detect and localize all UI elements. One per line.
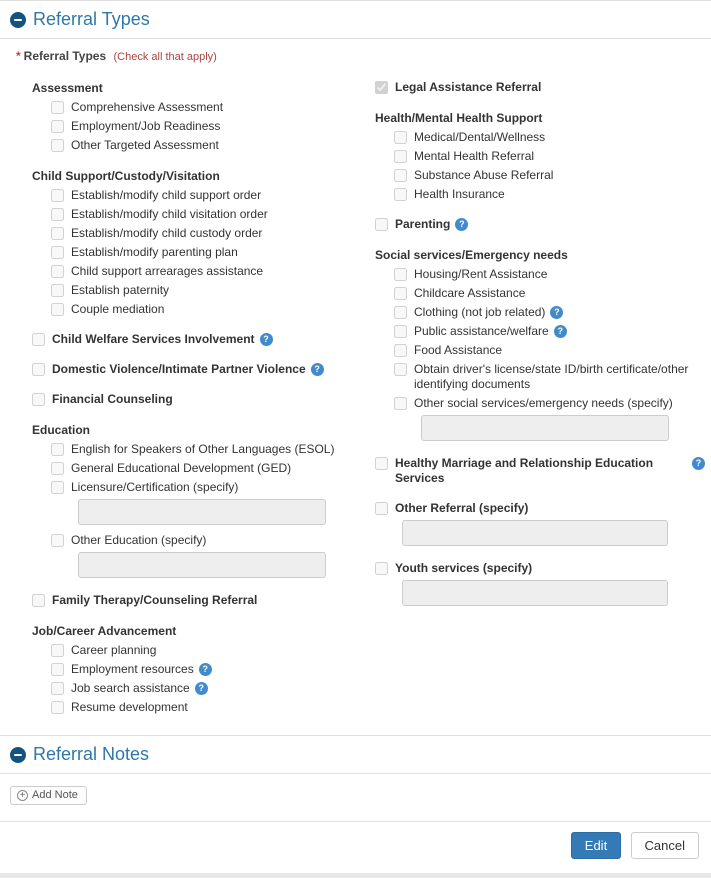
checkbox-row-domestic-violence-intimate-partner-violence[interactable]: [32, 362, 375, 377]
checkbox-item: [51, 245, 375, 260]
checkbox-item: [51, 264, 375, 279]
checkbox-public-assistance-welfare[interactable]: [394, 325, 407, 338]
specify-input-other-social-services-emergency-needs-specify[interactable]: [421, 415, 669, 441]
group-heading-job-career-advancement: Job/Career Advancement: [32, 624, 177, 638]
checkbox-establish-paternity[interactable]: [51, 284, 64, 297]
checkbox-item: [394, 286, 705, 301]
checkbox-label: Food Assistance: [414, 343, 503, 357]
help-question-icon[interactable]: ?: [260, 333, 273, 346]
collapse-minus-icon[interactable]: [10, 747, 26, 763]
checkbox-item: [51, 700, 375, 715]
checkbox-other-social-services-emergency-needs-specify[interactable]: [394, 397, 407, 410]
checkbox-label: Parenting: [395, 217, 451, 231]
checkbox-item: [51, 226, 375, 241]
group-heading-child-support-custody-visitation: Child Support/Custody/Visitation: [32, 169, 220, 183]
checkbox-row-establish-paternity[interactable]: [51, 283, 375, 298]
plus-circle-icon: +: [17, 790, 28, 801]
group-heading-assessment: Assessment: [32, 81, 103, 95]
checkbox-columns: [0, 63, 711, 735]
checkbox-item: [375, 217, 705, 232]
checkbox-row-childcare-assistance[interactable]: [394, 286, 705, 301]
checkbox-label: Child Welfare Services Involvement: [52, 332, 255, 346]
checkbox-clothing-not-job-related[interactable]: [394, 306, 407, 319]
checkbox-item: [51, 100, 375, 115]
checkbox-label: Child support arrearages assistance: [71, 264, 264, 278]
checkbox-financial-counseling[interactable]: [32, 393, 45, 406]
specify-input-licensure-certification-specify[interactable]: [78, 499, 326, 525]
checkbox-label: Job search assistance: [71, 681, 190, 695]
checkbox-label: Childcare Assistance: [414, 286, 526, 300]
checkbox-general-educational-development-ged[interactable]: [51, 462, 64, 475]
specify-input-other-referral-specify[interactable]: [402, 520, 668, 546]
checkbox-establish-modify-child-support-order[interactable]: [51, 189, 64, 202]
referral-types-section-header[interactable]: [0, 1, 711, 38]
group-heading-social-services-emergency-needs: Social services/Emergency needs: [375, 248, 568, 262]
checkbox-job-search-assistance[interactable]: [51, 682, 64, 695]
checkbox-item: [51, 662, 375, 677]
referral-notes-body: [0, 774, 711, 821]
checkbox-row-job-search-assistance[interactable]: [51, 681, 375, 696]
checkbox-label: Couple mediation: [71, 302, 165, 316]
checkbox-column-left: [32, 65, 375, 719]
checkbox-column-right: [375, 65, 705, 719]
checkbox-item: [51, 681, 375, 696]
checkbox-medical-dental-wellness[interactable]: [394, 131, 407, 144]
referral-notes-section-header[interactable]: [0, 736, 711, 773]
checkbox-label: Domestic Violence/Intimate Partner Violence: [52, 362, 306, 376]
checkbox-item: [51, 119, 375, 134]
field-hint: (Check all that apply): [113, 51, 217, 63]
checkbox-item: [394, 168, 705, 183]
checkbox-row-other-education-specify[interactable]: [51, 533, 375, 548]
checkbox-item: [394, 396, 705, 441]
checkbox-label: Legal Assistance Referral: [395, 80, 542, 94]
checkbox-row-english-for-speakers-of-other-languages-esol[interactable]: [51, 442, 375, 457]
checkbox-english-for-speakers-of-other-languages-esol[interactable]: [51, 443, 64, 456]
checkbox-item: [51, 533, 375, 578]
checkbox-item: [394, 305, 705, 320]
checkbox-item: [51, 207, 375, 222]
specify-input-other-education-specify[interactable]: [78, 552, 326, 578]
checkbox-row-employment-job-readiness[interactable]: [51, 119, 375, 134]
checkbox-item: [375, 501, 705, 546]
checkbox-career-planning[interactable]: [51, 644, 64, 657]
checkbox-legal-assistance-referral[interactable]: [375, 81, 388, 94]
checkbox-item: [32, 362, 375, 377]
help-question-icon[interactable]: ?: [692, 457, 705, 470]
checkbox-substance-abuse-referral[interactable]: [394, 169, 407, 182]
checkbox-item: [394, 267, 705, 282]
checkbox-row-financial-counseling[interactable]: [32, 392, 375, 407]
checkbox-item: [51, 643, 375, 658]
help-question-icon[interactable]: ?: [455, 218, 468, 231]
checkbox-label: Employment resources: [71, 662, 194, 676]
checkbox-youth-services-specify[interactable]: [375, 562, 388, 575]
checkbox-other-education-specify[interactable]: [51, 534, 64, 547]
checkbox-item: [51, 283, 375, 298]
checkbox-item: [51, 302, 375, 317]
checkbox-row-health-insurance[interactable]: [394, 187, 705, 202]
header-divider: [0, 38, 711, 39]
checkbox-row-healthy-marriage-and-relationship-education-services[interactable]: [375, 456, 705, 486]
group-heading-health-mental-health-support: Health/Mental Health Support: [375, 111, 543, 125]
help-question-icon[interactable]: ?: [199, 663, 212, 676]
checkbox-item: [32, 332, 375, 347]
checkbox-label: Other Referral (specify): [395, 501, 529, 515]
checkbox-establish-modify-child-custody-order[interactable]: [51, 227, 64, 240]
checkbox-row-public-assistance-welfare[interactable]: [394, 324, 705, 339]
checkbox-comprehensive-assessment[interactable]: [51, 101, 64, 114]
checkbox-label: Resume development: [71, 700, 188, 714]
checkbox-row-career-planning[interactable]: [51, 643, 375, 658]
checkbox-item: [394, 343, 705, 358]
checkbox-row-legal-assistance-referral[interactable]: [375, 80, 705, 95]
specify-input-youth-services-specify[interactable]: [402, 580, 668, 606]
checkbox-item: [394, 187, 705, 202]
checkbox-row-clothing-not-job-related[interactable]: [394, 305, 705, 320]
group-heading-education: Education: [32, 423, 91, 437]
checkbox-resume-development[interactable]: [51, 701, 64, 714]
checkbox-row-food-assistance[interactable]: [394, 343, 705, 358]
checkbox-item: [51, 442, 375, 457]
checkbox-food-assistance[interactable]: [394, 344, 407, 357]
checkbox-row-obtain-driver-s-license-state-id-birth-certificate-other-ide[interactable]: [394, 362, 705, 392]
checkbox-employment-job-readiness[interactable]: [51, 120, 64, 133]
help-question-icon[interactable]: ?: [550, 306, 563, 319]
checkbox-child-welfare-services-involvement[interactable]: [32, 333, 45, 346]
checkbox-item: [51, 461, 375, 476]
checkbox-row-substance-abuse-referral[interactable]: [394, 168, 705, 183]
checkbox-row-other-referral-specify[interactable]: [375, 501, 705, 516]
checkbox-label: Other Education (specify): [71, 533, 207, 547]
field-label: Referral Types: [23, 49, 107, 63]
help-question-icon[interactable]: ?: [195, 682, 208, 695]
checkbox-label: Financial Counseling: [52, 392, 173, 406]
checkbox-label: Mental Health Referral: [414, 149, 535, 163]
add-note-label: Add Note: [32, 789, 78, 801]
checkbox-row-establish-modify-child-custody-order[interactable]: [51, 226, 375, 241]
checkbox-healthy-marriage-and-relationship-education-services[interactable]: [375, 457, 388, 470]
checkbox-label: Family Therapy/Counseling Referral: [52, 593, 258, 607]
checkbox-other-referral-specify[interactable]: [375, 502, 388, 515]
checkbox-item: [394, 149, 705, 164]
checkbox-item: [375, 561, 705, 606]
checkbox-childcare-assistance[interactable]: [394, 287, 407, 300]
help-question-icon[interactable]: ?: [311, 363, 324, 376]
checkbox-row-establish-modify-child-visitation-order[interactable]: [51, 207, 375, 222]
minus-bar: [14, 19, 22, 21]
add-note-button[interactable]: [10, 786, 87, 805]
checkbox-label: Public assistance/welfare: [414, 324, 549, 338]
checkbox-row-resume-development[interactable]: [51, 700, 375, 715]
checkbox-other-targeted-assessment[interactable]: [51, 139, 64, 152]
checkbox-row-youth-services-specify[interactable]: [375, 561, 705, 576]
edit-button[interactable]: Edit: [571, 832, 621, 859]
checkbox-row-establish-modify-child-support-order[interactable]: [51, 188, 375, 203]
checkbox-establish-modify-child-visitation-order[interactable]: [51, 208, 64, 221]
checkbox-label: Health Insurance: [414, 187, 505, 201]
checkbox-family-therapy-counseling-referral[interactable]: [32, 594, 45, 607]
checkbox-label: Healthy Marriage and Relationship Education Services: [395, 456, 654, 485]
checkbox-row-parenting[interactable]: [375, 217, 705, 232]
checkbox-item: [394, 362, 705, 392]
checkbox-row-employment-resources[interactable]: [51, 662, 375, 677]
checkbox-row-couple-mediation[interactable]: [51, 302, 375, 317]
checkbox-item: [51, 480, 375, 525]
checkbox-item: [32, 593, 375, 608]
checkbox-label: Career planning: [71, 643, 157, 657]
checkbox-label: Establish/modify parenting plan: [71, 245, 238, 259]
checkbox-item: [375, 456, 705, 486]
checkbox-row-family-therapy-counseling-referral[interactable]: [32, 593, 375, 608]
checkbox-label: Clothing (not job related): [414, 305, 546, 319]
field-label-row: [16, 49, 711, 63]
checkbox-row-general-educational-development-ged[interactable]: [51, 461, 375, 476]
checkbox-housing-rent-assistance[interactable]: [394, 268, 407, 281]
checkbox-label: Licensure/Certification (specify): [71, 480, 239, 494]
checkbox-licensure-certification-specify[interactable]: [51, 481, 64, 494]
referral-types-title: Referral Types: [33, 9, 150, 29]
checkbox-item: [51, 138, 375, 153]
collapse-minus-icon[interactable]: [10, 12, 26, 28]
referral-notes-title: Referral Notes: [33, 744, 150, 764]
minus-bar: [14, 754, 22, 756]
checkbox-label: Employment/Job Readiness: [71, 119, 221, 133]
cancel-button[interactable]: Cancel: [631, 832, 699, 859]
checkbox-obtain-driver-s-license-state-id-birth-certificate-other-ide[interactable]: [394, 363, 407, 376]
checkbox-row-child-welfare-services-involvement[interactable]: [32, 332, 375, 347]
footer-actions: [0, 822, 711, 873]
checkbox-item: [51, 188, 375, 203]
checkbox-item: [394, 130, 705, 145]
checkbox-label: Other Targeted Assessment: [71, 138, 219, 152]
checkbox-item: [394, 324, 705, 339]
checkbox-establish-modify-parenting-plan[interactable]: [51, 246, 64, 259]
help-question-icon[interactable]: ?: [554, 325, 567, 338]
checkbox-mental-health-referral[interactable]: [394, 150, 407, 163]
checkbox-label: General Educational Development (GED): [71, 461, 292, 475]
checkbox-row-licensure-certification-specify[interactable]: [51, 480, 375, 495]
checkbox-row-other-targeted-assessment[interactable]: [51, 138, 375, 153]
checkbox-child-support-arrearages-assistance[interactable]: [51, 265, 64, 278]
checkbox-label: Substance Abuse Referral: [414, 168, 554, 182]
checkbox-row-child-support-arrearages-assistance[interactable]: [51, 264, 375, 279]
checkbox-item: [32, 392, 375, 407]
checkbox-health-insurance[interactable]: [394, 188, 407, 201]
checkbox-label: Establish/modify child support order: [71, 188, 262, 202]
checkbox-label: Medical/Dental/Wellness: [414, 130, 546, 144]
checkbox-row-medical-dental-wellness[interactable]: [394, 130, 705, 145]
checkbox-employment-resources[interactable]: [51, 663, 64, 676]
checkbox-row-housing-rent-assistance[interactable]: [394, 267, 705, 282]
checkbox-row-comprehensive-assessment[interactable]: [51, 100, 375, 115]
checkbox-label: Establish/modify child custody order: [71, 226, 263, 240]
bottom-strip: [0, 873, 711, 878]
checkbox-row-other-social-services-emergency-needs-specify[interactable]: [394, 396, 705, 411]
checkbox-label: Obtain driver's license/state ID/birth certificate/other identifying documents: [414, 362, 689, 391]
checkbox-row-mental-health-referral[interactable]: [394, 149, 705, 164]
checkbox-label: English for Speakers of Other Languages (ESOL): [71, 442, 335, 456]
checkbox-label: Establish/modify child visitation order: [71, 207, 268, 221]
checkbox-item: [375, 80, 705, 95]
checkbox-couple-mediation[interactable]: [51, 303, 64, 316]
checkbox-row-establish-modify-parenting-plan[interactable]: [51, 245, 375, 260]
checkbox-label: Youth services (specify): [395, 561, 533, 575]
checkbox-label: Other social services/emergency needs (specify): [414, 396, 673, 410]
checkbox-label: Establish paternity: [71, 283, 170, 297]
required-asterisk: *: [16, 49, 21, 63]
checkbox-domestic-violence-intimate-partner-violence[interactable]: [32, 363, 45, 376]
checkbox-label: Comprehensive Assessment: [71, 100, 224, 114]
checkbox-parenting[interactable]: [375, 218, 388, 231]
checkbox-label: Housing/Rent Assistance: [414, 267, 548, 281]
